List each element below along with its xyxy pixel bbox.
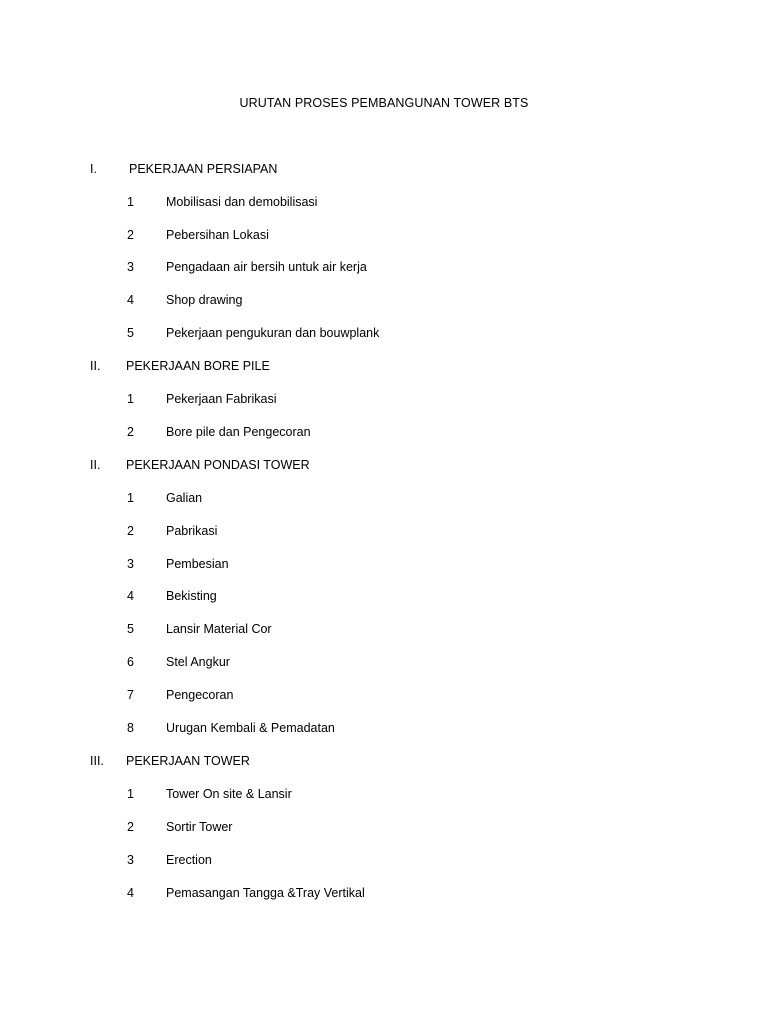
item-number: 1 xyxy=(127,392,134,406)
item-number: 8 xyxy=(127,721,134,735)
item-number: 4 xyxy=(127,293,134,307)
item-number: 2 xyxy=(127,820,134,834)
section-numeral: III. xyxy=(90,754,104,768)
item-number: 3 xyxy=(127,260,134,274)
item-number: 2 xyxy=(127,425,134,439)
list-item: Erection xyxy=(166,853,212,867)
item-number: 1 xyxy=(127,491,134,505)
list-item: Tower On site & Lansir xyxy=(166,787,292,801)
item-number: 5 xyxy=(127,326,134,340)
section-title: PEKERJAAN PONDASI TOWER xyxy=(126,458,310,472)
item-number: 5 xyxy=(127,622,134,636)
list-item: Stel Angkur xyxy=(166,655,230,669)
list-item: Bekisting xyxy=(166,589,217,603)
list-item: Lansir Material Cor xyxy=(166,622,272,636)
item-number: 3 xyxy=(127,853,134,867)
list-item: Pebersihan Lokasi xyxy=(166,228,269,242)
list-item: Pekerjaan Fabrikasi xyxy=(166,392,277,406)
item-number: 4 xyxy=(127,886,134,900)
list-item: Pengadaan air bersih untuk air kerja xyxy=(166,260,367,274)
section-title: PEKERJAAN TOWER xyxy=(126,754,250,768)
list-item: Sortir Tower xyxy=(166,820,233,834)
list-item: Pengecoran xyxy=(166,688,234,702)
section-title: PEKERJAAN BORE PILE xyxy=(126,359,270,373)
document-title: URUTAN PROSES PEMBANGUNAN TOWER BTS xyxy=(239,96,529,110)
list-item: Galian xyxy=(166,491,203,505)
item-number: 2 xyxy=(127,228,134,242)
list-item: Mobilisasi dan demobilisasi xyxy=(166,195,318,209)
item-number: 2 xyxy=(127,524,134,538)
item-number: 6 xyxy=(127,655,134,669)
item-number: 3 xyxy=(127,557,134,571)
list-item: Shop drawing xyxy=(166,293,243,307)
item-number: 7 xyxy=(127,688,134,702)
item-number: 1 xyxy=(127,787,134,801)
list-item: Bore pile dan Pengecoran xyxy=(166,425,311,439)
section-numeral: I. xyxy=(90,162,97,176)
item-number: 4 xyxy=(127,589,134,603)
section-numeral: II. xyxy=(90,458,101,472)
section-numeral: II. xyxy=(90,359,101,373)
list-item: Pabrikasi xyxy=(166,524,218,538)
section-title: PEKERJAAN PERSIAPAN xyxy=(129,162,278,176)
list-item: Pemasangan Tangga &Tray Vertikal xyxy=(166,886,365,900)
list-item: Pembesian xyxy=(166,557,229,571)
item-number: 1 xyxy=(127,195,134,209)
list-item: Pekerjaan pengukuran dan bouwplank xyxy=(166,326,380,340)
list-item: Urugan Kembali & Pemadatan xyxy=(166,721,335,735)
